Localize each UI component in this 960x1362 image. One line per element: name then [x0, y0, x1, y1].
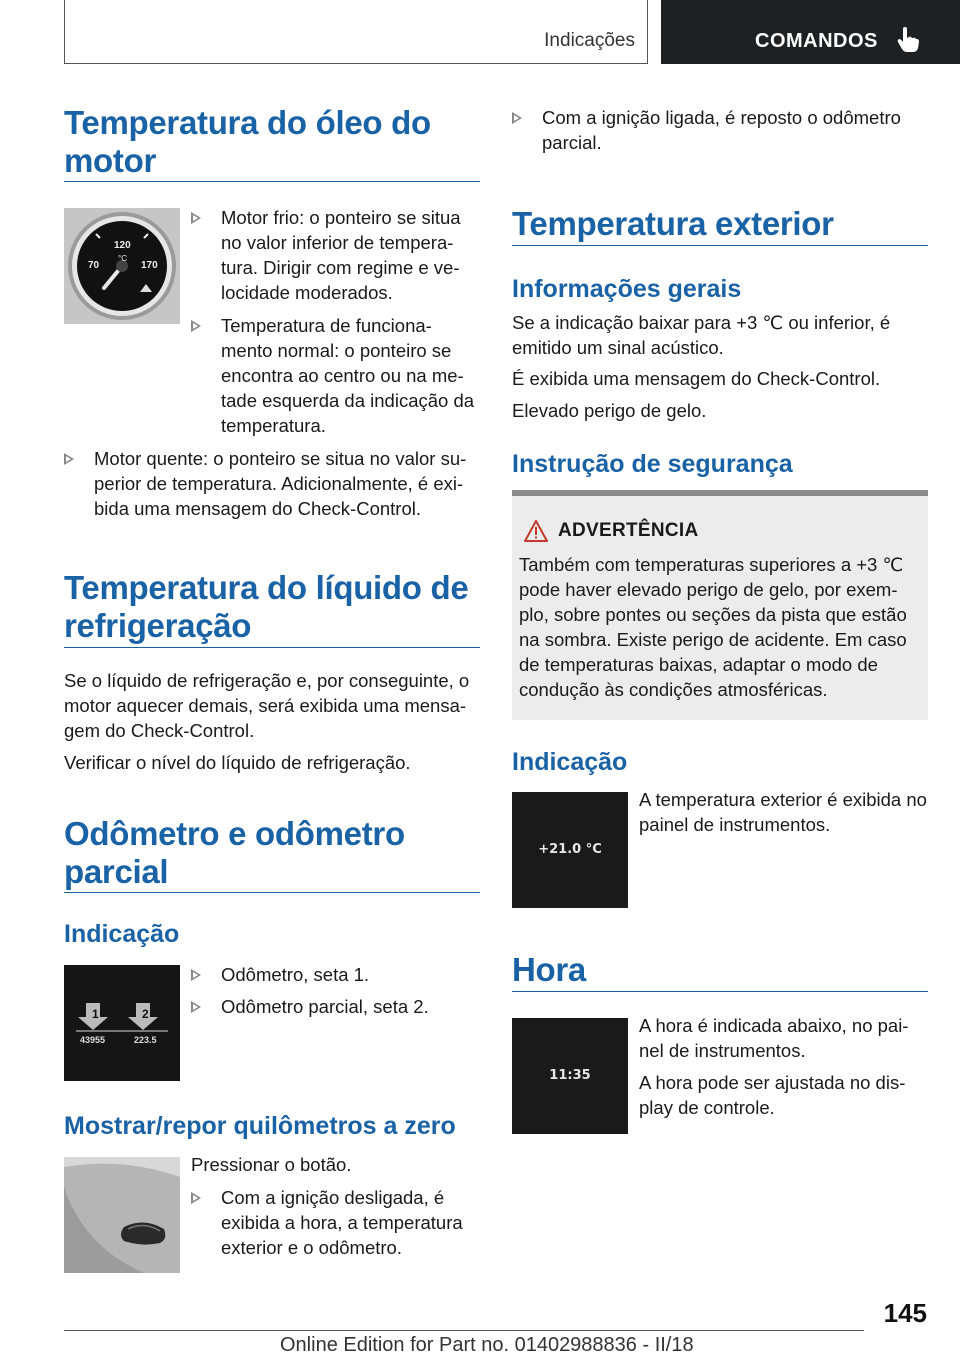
time-title: Hora: [512, 951, 586, 988]
odometer-arrows-icon: [64, 965, 180, 1081]
coolant-title-line2: refrigeração: [64, 607, 252, 644]
exterior-indication-heading: Indicação: [512, 748, 628, 776]
page-number: 145: [883, 1298, 927, 1328]
gauge-label-170: 170: [141, 260, 158, 271]
safety-heading: Instrução de segurança: [512, 450, 793, 478]
oil-bullet-hot: [64, 446, 481, 521]
bullet-triangle-icon: [64, 453, 74, 465]
oil-bullet-normal: [191, 313, 481, 438]
oil-temp-rule: [64, 181, 480, 182]
odometer-title-line1: Odômetro e odômetro: [64, 815, 405, 852]
gauge-label-70: 70: [88, 260, 100, 271]
exterior-paragraph-3: Elevado perigo de gelo.: [512, 400, 707, 421]
exterior-paragraph-1: Se a indicação baixar para +3 ℃ ou inferior, é emitido um sinal acústico.: [512, 312, 891, 358]
exterior-temp-rule: [512, 245, 928, 246]
oil-bullet-cold-text: Motor frio: o ponteiro se situa no valor inferior de tempera-tura. Dirigir com regime e ve-locidade moderados.: [221, 207, 461, 303]
odo-arrow-2-label: 2: [142, 1007, 149, 1021]
oil-temp-title: [64, 104, 484, 180]
oil-temp-title-line1: Temperatura do óleo do: [64, 104, 431, 141]
odometer-title-line2: parcial: [64, 853, 169, 890]
header-chapter-tab: [661, 0, 960, 64]
reset-heading: Mostrar/repor quilômetros a zero: [64, 1112, 456, 1140]
reset-button-image: [64, 1157, 180, 1273]
odo-bullet-2: [191, 994, 481, 1019]
odometer-title: [64, 815, 484, 891]
footer-edition: Online Edition for Part no. 01402988836 - II/18: [280, 1334, 694, 1356]
coolant-title: [64, 569, 484, 645]
general-info-heading: Informações gerais: [512, 275, 742, 303]
exterior-temp-title: Temperatura exterior: [512, 205, 834, 242]
oil-bullet-hot-text: Motor quente: o ponteiro se situa no valor su-perior de temperatura. Adicionalmente, é exi-bida uma mensagem do Check-Control.: [94, 448, 467, 519]
odo-value-total: 43955: [80, 1035, 106, 1045]
odometer-indication-heading: Indicação: [64, 920, 180, 948]
reset-bullet-off: [191, 1185, 481, 1260]
exterior-temp-readout: +21.0 °C: [538, 842, 602, 857]
warning-box: [512, 490, 928, 720]
warning-title: ADVERTÊNCIA: [558, 520, 699, 541]
oil-temp-title-line2: motor: [64, 142, 156, 179]
bullet-triangle-icon: [512, 112, 522, 124]
reset-bullet-on-text: Com a ignição ligada, é reposto o odômetro parcial.: [542, 107, 901, 153]
oil-bullet-cold: [191, 205, 481, 305]
warning-triangle-icon: [524, 520, 548, 542]
odo-arrow-1-label: 1: [92, 1007, 99, 1021]
coolant-title-line1: Temperatura do líquido de: [64, 569, 469, 606]
gauge-label-unit: °C: [118, 254, 127, 263]
odo-bullet-2-text: Odômetro parcial, seta 2.: [221, 996, 429, 1017]
coolant-paragraph-2: Verificar o nível do líquido de refrigeração.: [64, 752, 411, 773]
oil-gauge-icon: [64, 208, 180, 324]
warning-text: Também com temperaturas superiores a +3 ℃ pode haver elevado perigo de gelo, por exem-plo, sobre pontes ou seções da pista que estão na sombra. Existe perigo de acidente. Em caso de temperaturas baixas, adaptar o modo de condução às condições atmosféricas.: [519, 554, 907, 700]
bullet-triangle-icon: [191, 1192, 201, 1204]
reset-paragraph: Pressionar o botão.: [191, 1154, 352, 1175]
time-display: [512, 1018, 628, 1134]
time-paragraph-2: A hora pode ser ajustada no dis-play de controle.: [639, 1072, 906, 1118]
time-rule: [512, 991, 928, 992]
header-section-label: Indicações: [544, 30, 635, 51]
oil-bullet-normal-text: Temperatura de funciona-mento normal: o ponteiro se encontra ao centro ou na me-tade esquerda da indicação da temperatura.: [221, 315, 475, 436]
gauge-label-120: 120: [114, 240, 131, 251]
time-paragraph-1: A hora é indicada abaixo, no pai-nel de instrumentos.: [639, 1015, 909, 1061]
coolant-paragraph-1: Se o líquido de refrigeração e, por conseguinte, o motor aquecer demais, será exibida uma mensa-gem do Check-Control.: [64, 670, 470, 741]
coolant-rule: [64, 647, 480, 648]
odo-bullet-1-text: Odômetro, seta 1.: [221, 964, 370, 985]
hand-pointer-icon: [897, 27, 919, 53]
exterior-indication-paragraph: A temperatura exterior é exibida no painel de instrumentos.: [639, 789, 927, 835]
odo-value-trip: 223.5: [134, 1035, 157, 1045]
time-readout: 11:35: [549, 1068, 591, 1083]
exterior-paragraph-2: É exibida uma mensagem do Check-Control.: [512, 368, 881, 389]
bullet-triangle-icon: [191, 212, 201, 224]
reset-bullet-on: [512, 105, 928, 155]
header-chapter-label: COMANDOS: [755, 30, 878, 52]
odometer-display-image: [64, 965, 180, 1081]
reset-bullet-off-text: Com a ignição desligada, é exibida a hora, a temperatura exterior e o odômetro.: [221, 1187, 463, 1258]
exterior-temp-display: [512, 792, 628, 908]
oil-temp-gauge-image: [64, 208, 180, 324]
odometer-rule: [64, 892, 480, 893]
bullet-triangle-icon: [191, 1001, 201, 1013]
bullet-triangle-icon: [191, 320, 201, 332]
footer-rule: [64, 1330, 864, 1331]
odo-bullet-1: [191, 962, 481, 987]
reset-button-icon: [64, 1157, 180, 1273]
bullet-triangle-icon: [191, 969, 201, 981]
header-section-box: [64, 0, 648, 64]
